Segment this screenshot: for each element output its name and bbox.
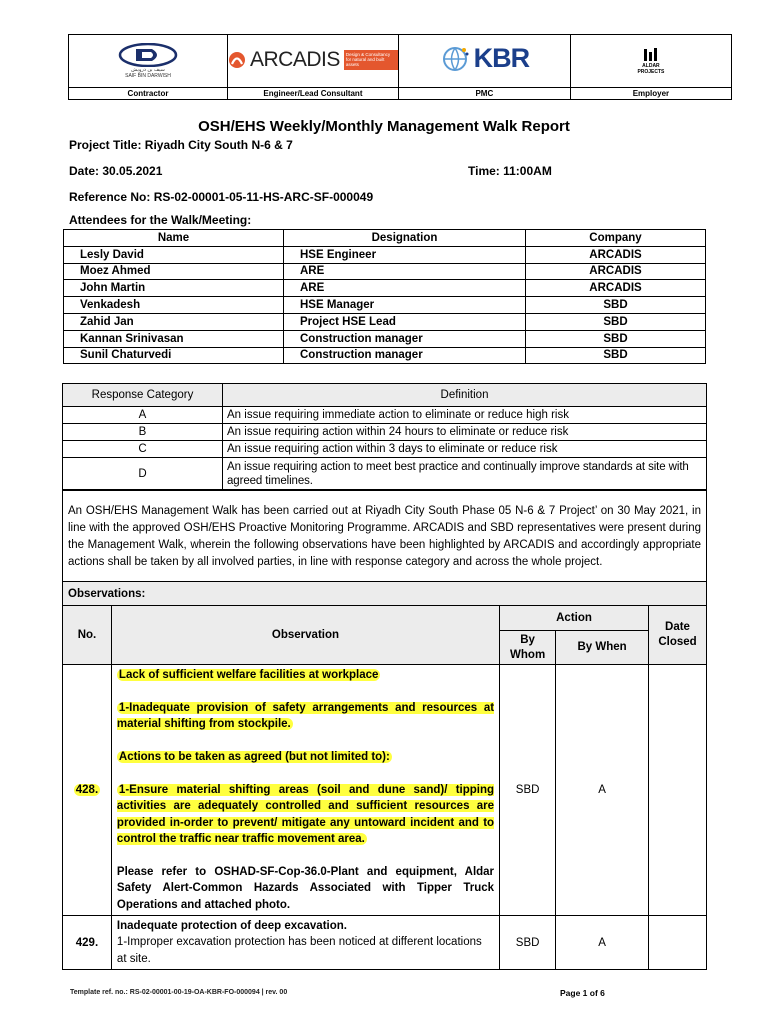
attendee-designation: Construction manager: [284, 330, 526, 347]
consultant-logo-cell: [228, 35, 399, 88]
response-row: [63, 407, 707, 424]
arcadis-wordmark: ARCADIS: [250, 48, 340, 71]
project-title: Project Title: Riyadh City South N-6 & 7: [69, 138, 293, 152]
aldar-wordmark: ALDAR PROJECTS: [637, 63, 665, 75]
arcadis-mark-icon: [228, 51, 246, 69]
arcadis-tagline: Design & Consultancy for natural and built assets: [344, 50, 398, 70]
observation-row: [63, 916, 707, 970]
attendee-company: SBD: [526, 330, 706, 347]
date-closed-value: [648, 916, 706, 970]
observation-actions-label: Actions to be taken as agreed (but not limited to):: [118, 751, 390, 763]
response-row: [63, 441, 707, 458]
response-definition: An issue requiring action to meet best practice and continually improve standards at site with agreed timelines.: [223, 458, 707, 490]
kbr-globe-icon: [440, 44, 470, 74]
response-category: C: [63, 441, 223, 458]
attendee-row: [64, 246, 706, 263]
observations-header-row: [63, 606, 707, 631]
observation-title: Inadequate protection of deep excavation.: [116, 920, 347, 933]
attendee-name: Lesly David: [64, 246, 284, 263]
col-company-header: Company: [526, 230, 706, 247]
attendees-label: Attendees for the Walk/Meeting:: [69, 213, 252, 227]
definition-header: Definition: [223, 384, 707, 407]
response-definition: An issue requiring action within 3 days to eliminate or reduce risk: [223, 441, 707, 458]
response-row: [63, 458, 707, 490]
observation-number: 428.: [63, 665, 112, 916]
header-logo-table: [68, 34, 732, 100]
reference-number: Reference No: RS-02-00001-05-11-HS-ARC-SF-000049: [69, 190, 374, 204]
kbr-wordmark: KBR: [473, 43, 530, 74]
date-closed-value: [648, 665, 706, 916]
response-row: [63, 424, 707, 441]
observation-title: Lack of sufficient welfare facilities at workplace: [118, 669, 379, 681]
role-contractor: Contractor: [69, 88, 228, 100]
observations-table: [62, 490, 707, 970]
employer-logo-cell: [570, 35, 731, 88]
col-by-when-header: By When: [556, 631, 649, 665]
attendee-name: Sunil Chaturvedi: [64, 347, 284, 364]
attendee-designation: Construction manager: [284, 347, 526, 364]
walk-summary: An OSH/EHS Management Walk has been carried out at Riyadh City South Phase 05 N-6 & 7 Project’ on 30 May 2021, in line with the approved OSH/EHS Proactive Monitoring Programme. ARCADIS and SBD representatives were present during the Management Walk, wherein the following observations have been highlighted by ARCADIS and accordingly appropriate actions shall be taken by all involved parties, in line with response category and across the whole project.: [63, 491, 707, 582]
observation-action: 1-Ensure material shifting areas (soil and dune sand)/ tipping activities are adequately controlled and sufficient resources are provided in-order to prevent/ mitigate any untoward incident and to control the traffic near traffic movement area.: [116, 783, 495, 846]
col-action-header: Action: [500, 606, 649, 631]
kbr-logo: [440, 43, 530, 74]
attendee-designation: ARE: [284, 280, 526, 297]
role-pmc: PMC: [398, 88, 570, 100]
observation-text: [111, 665, 499, 916]
role-consultant: Engineer/Lead Consultant: [228, 88, 399, 100]
sbd-logo-mark: [118, 43, 178, 67]
observation-text: [111, 916, 499, 970]
attendee-company: ARCADIS: [526, 263, 706, 280]
role-employer: Employer: [570, 88, 731, 100]
attendee-name: Venkadesh: [64, 297, 284, 314]
aldar-mark-icon: [643, 47, 659, 63]
col-name-header: Name: [64, 230, 284, 247]
response-category: A: [63, 407, 223, 424]
arcadis-logo: [228, 48, 398, 72]
attendee-row: [64, 330, 706, 347]
attendee-designation: Project HSE Lead: [284, 313, 526, 330]
response-category-header: Response Category: [63, 384, 223, 407]
attendee-row: [64, 313, 706, 330]
col-by-whom-header: By Whom: [500, 631, 556, 665]
col-observation-header: Observation: [111, 606, 499, 665]
attendee-name: Kannan Srinivasan: [64, 330, 284, 347]
attendee-row: [64, 347, 706, 364]
attendee-row: [64, 280, 706, 297]
attendee-row: [64, 263, 706, 280]
col-no-header: No.: [63, 606, 112, 665]
response-definition: An issue requiring action within 24 hours to eliminate or reduce risk: [223, 424, 707, 441]
observation-row: [63, 665, 707, 916]
attendees-table: [63, 229, 706, 364]
attendee-name: Moez Ahmed: [64, 263, 284, 280]
attendee-company: SBD: [526, 347, 706, 364]
report-time: Time: 11:00AM: [468, 164, 552, 178]
contractor-logo-cell: [69, 35, 228, 88]
observations-label: Observations:: [63, 582, 707, 606]
by-when-value: A: [556, 665, 649, 916]
attendee-designation: HSE Manager: [284, 297, 526, 314]
observation-number: 429.: [63, 916, 112, 970]
summary-row: [63, 491, 707, 582]
observation-finding: 1-Inadequate provision of safety arrangements and resources at material shifting from stockpile.: [116, 701, 495, 731]
attendee-company: ARCADIS: [526, 246, 706, 263]
response-category: B: [63, 424, 223, 441]
attendee-company: SBD: [526, 313, 706, 330]
attendee-company: ARCADIS: [526, 280, 706, 297]
report-date: Date: 30.05.2021: [69, 164, 163, 178]
col-designation-header: Designation: [284, 230, 526, 247]
col-date-closed-header: Date Closed: [648, 606, 706, 665]
template-reference: Template ref. no.: RS-02-00001-00-19-OA-KBR-FO-000094 | rev. 00: [70, 989, 288, 996]
by-when-value: A: [556, 916, 649, 970]
response-category: D: [63, 458, 223, 490]
pmc-logo-cell: [398, 35, 570, 88]
response-category-table: [62, 383, 707, 490]
response-definition: An issue requiring immediate action to eliminate or reduce high risk: [223, 407, 707, 424]
attendee-designation: ARE: [284, 263, 526, 280]
page-number: Page 1 of 6: [560, 988, 605, 998]
attendee-designation: HSE Engineer: [284, 246, 526, 263]
aldar-logo: [571, 47, 731, 75]
observation-finding: 1-Improper excavation protection has been noticed at different locations at site.: [116, 936, 482, 965]
report-title: OSH/EHS Weekly/Monthly Management Walk Report: [198, 118, 570, 135]
attendee-name: Zahid Jan: [64, 313, 284, 330]
by-whom-value: SBD: [500, 916, 556, 970]
attendee-name: John Martin: [64, 280, 284, 297]
observations-label-row: [63, 582, 707, 606]
response-header-row: [63, 384, 707, 407]
attendees-header-row: [64, 230, 706, 247]
attendee-company: SBD: [526, 297, 706, 314]
sbd-logo: [69, 43, 227, 79]
observation-reference: Please refer to OSHAD-SF-Cop-36.0-Plant and equipment, Aldar Safety Alert-Common Hazards Associated with Tipper Truck Operations and attached photo.: [116, 865, 495, 911]
sbd-logo-text: سيف بن درويش SAIF BIN DARWISH: [125, 67, 171, 79]
attendee-row: [64, 297, 706, 314]
by-whom-value: SBD: [500, 665, 556, 916]
